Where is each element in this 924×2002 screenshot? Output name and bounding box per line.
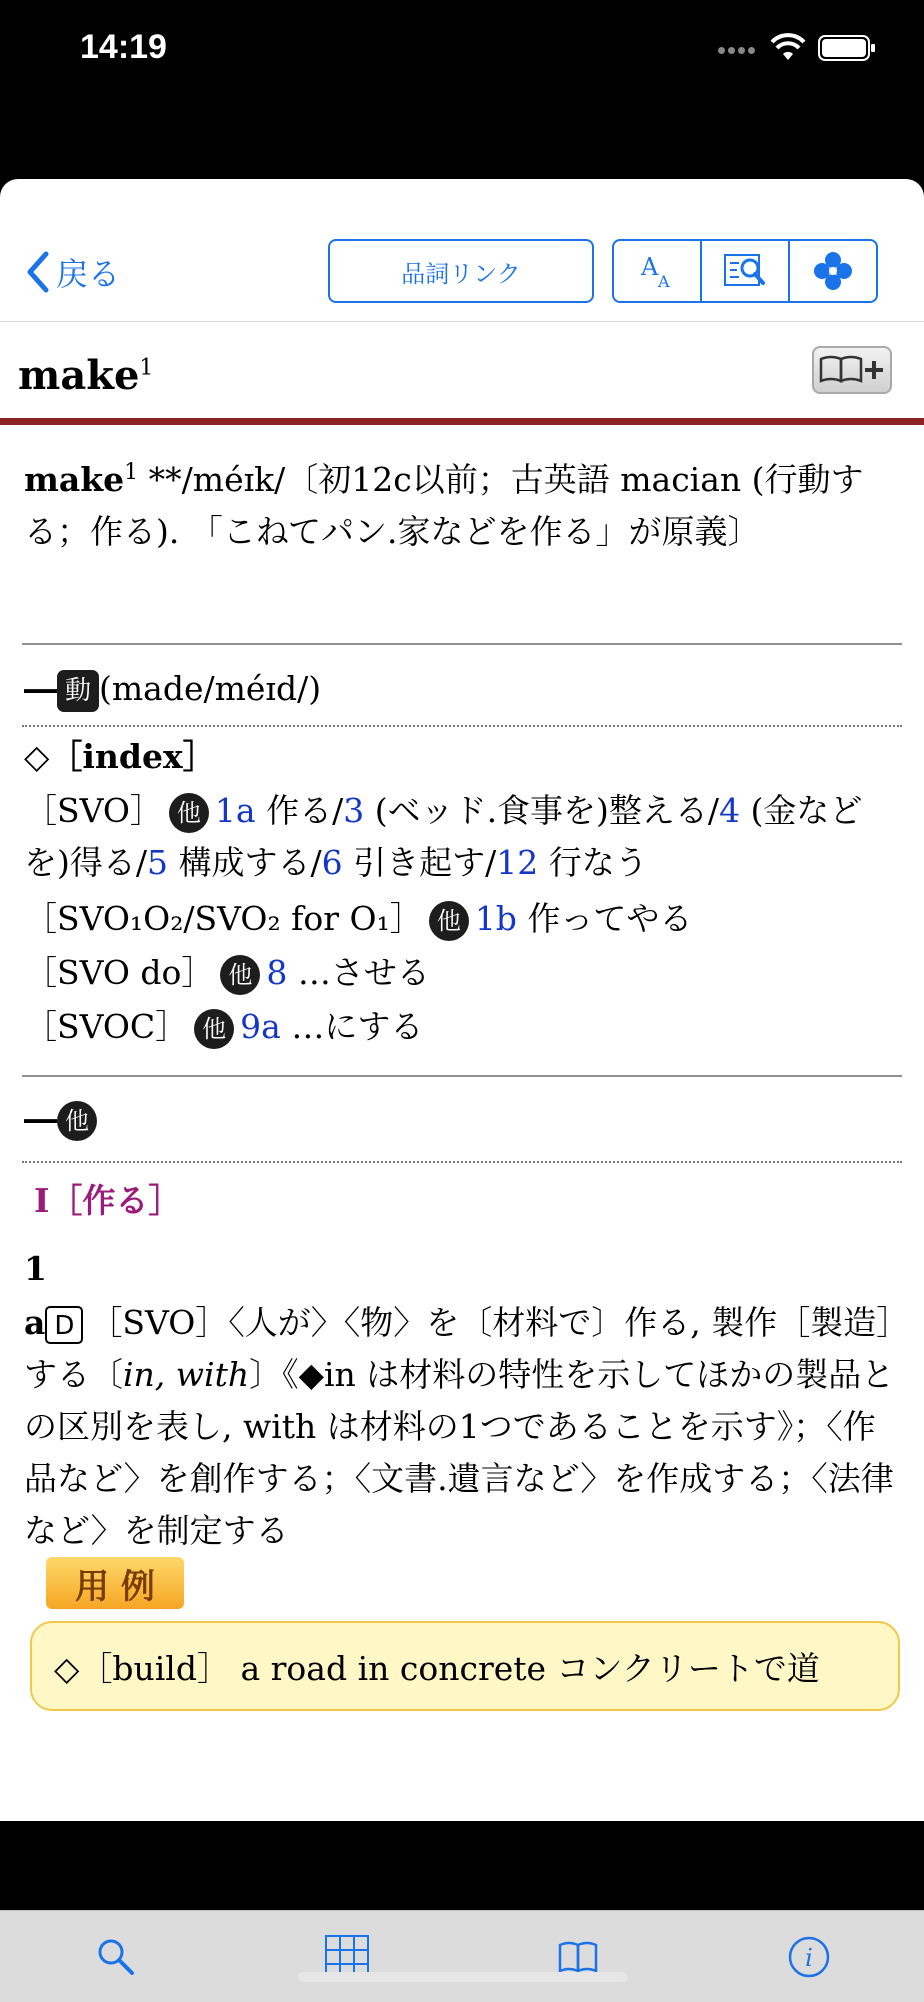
transitive-header: ― 他 (24, 1093, 902, 1145)
sense-link[interactable]: 4 (719, 791, 741, 830)
divider (22, 1075, 902, 1077)
info-icon (787, 1935, 831, 1979)
headword-title: make$^1$ (18, 352, 154, 399)
tab-info[interactable] (777, 1925, 841, 1989)
sense-link[interactable]: 1b (474, 899, 517, 938)
sense-link[interactable]: 1a (214, 791, 256, 830)
dotted-divider (22, 725, 902, 727)
toolbar-group (612, 239, 878, 303)
sense-link[interactable]: 12 (496, 843, 539, 882)
chevron-left-icon (24, 250, 50, 294)
sense-group-label: I［作る］ (34, 1181, 182, 1220)
svg-text:A: A (641, 253, 659, 281)
font-size-button[interactable] (614, 241, 702, 301)
book-icon (556, 1937, 600, 1977)
example-preview: ◇［build］ a road in concrete コンクリートで道 (30, 1621, 900, 1711)
sense-gloss: 行なう (538, 843, 648, 882)
index-row-svo: ［SVO］ 他 1a 作る/3 (ベッド.食事を)整える/4 (金などを)得る/5 構成する/6 引き起す/12 行なう (24, 791, 863, 882)
add-bookmark-button[interactable] (812, 346, 892, 394)
d-badge: D (45, 1306, 83, 1344)
dotted-divider (22, 1161, 902, 1163)
tab-search[interactable] (84, 1925, 148, 1989)
svg-text:i: i (804, 1943, 813, 1972)
part-of-speech-link-button[interactable]: 品詞リンク (328, 239, 594, 303)
sense-link[interactable]: 9a (240, 1007, 281, 1046)
book-plus-icon (817, 353, 887, 387)
sense-gloss: 構成する/ (168, 843, 322, 882)
sense-link[interactable]: 5 (147, 843, 168, 882)
sense-link[interactable]: 3 (343, 791, 365, 830)
sense-1a-definition: a D ［SVO］〈人が〉〈物〉を〔材料で〕作る, 製作［製造］する〔in, with〕《◆in は材料の特性を示してほかの製品との区別を表し, with は材料の1つであることを示す》；〈作品など〉を創作する；〈文書.遺言など〉を作成する；〈法律など〉を制定する (24, 1303, 895, 1550)
sense-gloss: (ベッド.食事を)整える/ (364, 791, 720, 830)
verb-badge: 動 (57, 670, 99, 712)
index-row-svoc: ［SVOC］ 他 9a …にする (24, 1001, 902, 1053)
transitive-badge: 他 (194, 1009, 234, 1049)
sense-gloss: (金などを)得る/ (24, 791, 863, 882)
sense-number: 1 (24, 1249, 47, 1288)
verb-header: ― 動 (made/méɪd/) (24, 663, 902, 715)
navigation-bar (0, 179, 924, 322)
index-row-svoo: ［SVO₁O₂/SVO₂ for O₁］ 他 1b 作ってやる (24, 893, 902, 945)
flower-menu-icon (811, 249, 855, 293)
status-time: 14:19 (80, 28, 167, 66)
search-doc-icon (723, 251, 767, 291)
transitive-badge: 他 (169, 793, 209, 833)
index-title: ◇［index］ (24, 737, 216, 776)
sense-link[interactable]: 6 (321, 843, 343, 882)
battery-icon (818, 34, 876, 62)
sense-link[interactable]: 8 (266, 953, 288, 992)
back-label: 戻る (56, 255, 121, 293)
verb-forms: (made/méɪd/) (99, 669, 322, 708)
home-indicator (298, 1972, 628, 1982)
transitive-badge: 他 (220, 955, 260, 995)
cellular-signal-icon (718, 39, 758, 58)
font-size-icon (637, 251, 677, 291)
headword-bar (0, 322, 924, 425)
search-icon (94, 1935, 138, 1979)
entry-header-paragraph: make$^1$ **/méɪk/〔初12c以前；古英語 macian (行動する；作る). 「こねてパン.家などを作る」が原義〕 (24, 460, 864, 551)
examples-button[interactable]: 用 例 (46, 1557, 184, 1609)
index-row-svo-do: ［SVO do］ 他 8 …させる (24, 947, 902, 999)
entry-pronunciation-etymology: **/méɪk/〔初12c以前；古英語 macian (行動する；作る). 「こねてパン.家などを作る」が原義〕 (24, 460, 864, 551)
wifi-icon (770, 34, 806, 62)
sense-gloss: 引き起す/ (342, 843, 497, 882)
status-icons (718, 34, 876, 62)
entry-content (0, 425, 924, 1605)
back-button[interactable] (24, 249, 120, 295)
search-in-entry-button[interactable] (702, 241, 790, 301)
sense-gloss: 作る/ (255, 791, 344, 830)
tab-bar (0, 1910, 924, 2002)
svg-text:A: A (658, 272, 670, 291)
transitive-badge: 他 (429, 901, 469, 941)
transitive-badge: 他 (57, 1101, 97, 1141)
divider (22, 643, 902, 645)
more-menu-button[interactable] (790, 241, 876, 301)
dictionary-sheet (0, 179, 924, 1972)
